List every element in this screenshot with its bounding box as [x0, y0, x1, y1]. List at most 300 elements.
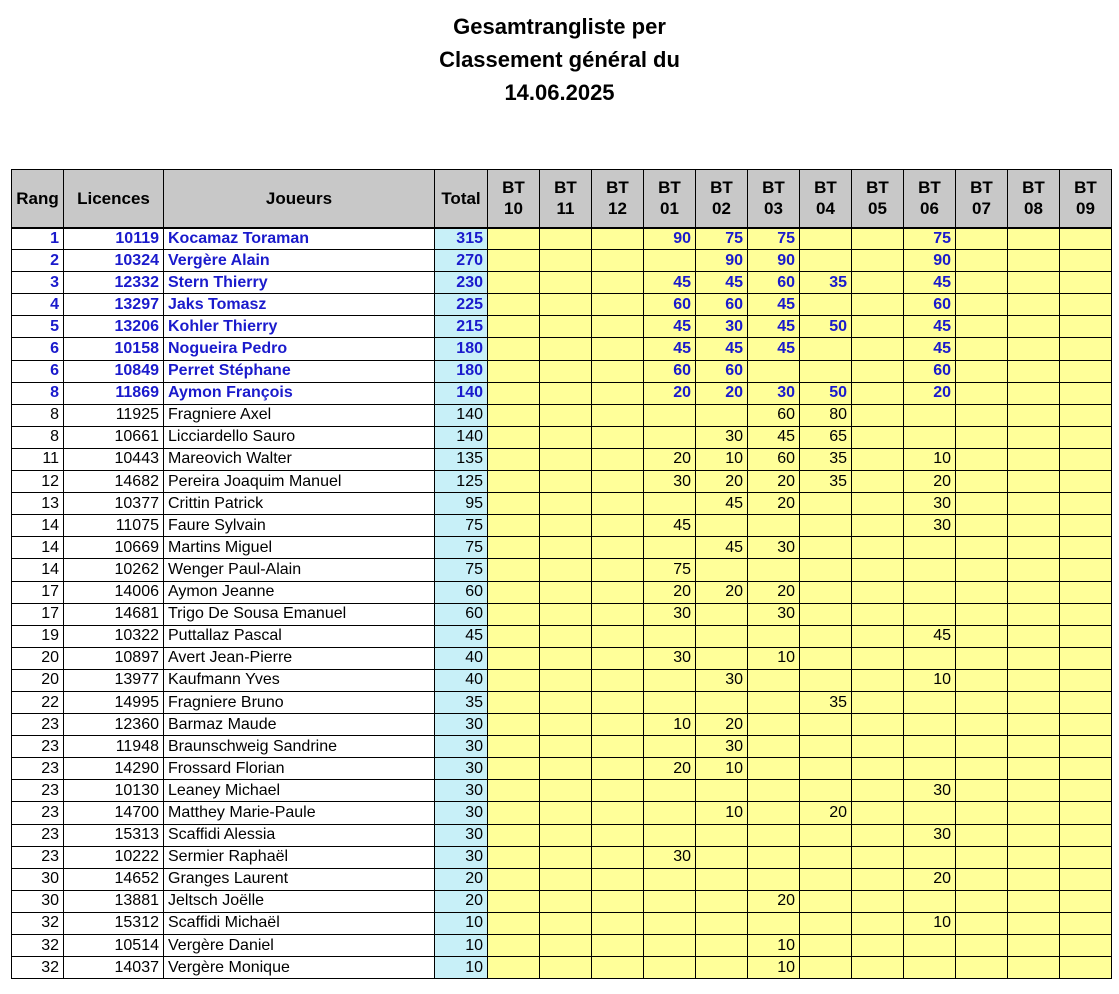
- player-name-cell: Sermier Raphaël: [164, 846, 435, 868]
- bt-score-cell: [904, 647, 956, 669]
- bt-score-cell: 20: [904, 471, 956, 493]
- licence-cell: 10849: [64, 360, 164, 382]
- bt-score-cell: 90: [644, 228, 696, 250]
- bt-score-cell: [904, 603, 956, 625]
- header-bt-09: [1060, 170, 1112, 228]
- bt-score-cell: [592, 228, 644, 250]
- bt-score-cell: [1008, 559, 1060, 581]
- bt-score-cell: [956, 736, 1008, 758]
- bt-score-cell: [748, 736, 800, 758]
- bt-score-cell: [852, 691, 904, 713]
- licence-cell: 13977: [64, 669, 164, 691]
- player-name-cell: Avert Jean-Pierre: [164, 647, 435, 669]
- player-name-cell: Martins Miguel: [164, 537, 435, 559]
- bt-score-cell: [904, 957, 956, 979]
- table-row: [12, 824, 1112, 846]
- player-name-cell: Vergère Daniel: [164, 935, 435, 957]
- bt-score-cell: [592, 382, 644, 404]
- bt-score-cell: [1060, 272, 1112, 294]
- bt-score-cell: 45: [696, 338, 748, 360]
- bt-score-cell: 30: [644, 647, 696, 669]
- header-row: [12, 170, 1112, 228]
- total-cell: 135: [435, 448, 488, 470]
- header-bt-number: 10: [504, 199, 523, 219]
- licence-cell: 10262: [64, 559, 164, 581]
- rank-cell: 23: [12, 802, 64, 824]
- licence-cell: 12332: [64, 272, 164, 294]
- total-cell: 140: [435, 404, 488, 426]
- bt-score-cell: 45: [748, 426, 800, 448]
- bt-score-cell: [592, 691, 644, 713]
- rank-cell: 23: [12, 846, 64, 868]
- bt-score-cell: 30: [644, 471, 696, 493]
- bt-score-cell: [488, 758, 540, 780]
- bt-score-cell: [1060, 912, 1112, 934]
- bt-score-cell: 10: [644, 714, 696, 736]
- bt-score-cell: [1008, 603, 1060, 625]
- bt-score-cell: [592, 581, 644, 603]
- table-row: [12, 868, 1112, 890]
- bt-score-cell: [852, 228, 904, 250]
- licence-cell: 13297: [64, 294, 164, 316]
- bt-score-cell: [488, 957, 540, 979]
- bt-score-cell: [1060, 228, 1112, 250]
- bt-score-cell: [904, 426, 956, 448]
- bt-score-cell: 10: [748, 957, 800, 979]
- header-bt-08: [1008, 170, 1060, 228]
- bt-score-cell: 10: [904, 669, 956, 691]
- header-bt-02: [696, 170, 748, 228]
- bt-score-cell: [696, 890, 748, 912]
- table-row: [12, 294, 1112, 316]
- bt-score-cell: [1060, 846, 1112, 868]
- rank-cell: 14: [12, 515, 64, 537]
- bt-score-cell: [644, 824, 696, 846]
- bt-score-cell: [1008, 758, 1060, 780]
- bt-score-cell: [644, 625, 696, 647]
- header-bt-03: [748, 170, 800, 228]
- licence-cell: 11075: [64, 515, 164, 537]
- licence-cell: 10897: [64, 647, 164, 669]
- bt-score-cell: [1060, 736, 1112, 758]
- header-licences: Licences: [64, 170, 164, 228]
- player-name-cell: Jeltsch Joëlle: [164, 890, 435, 912]
- bt-score-cell: [488, 736, 540, 758]
- bt-score-cell: [488, 824, 540, 846]
- bt-score-cell: [1008, 890, 1060, 912]
- total-cell: 215: [435, 316, 488, 338]
- rank-cell: 17: [12, 581, 64, 603]
- bt-score-cell: [592, 294, 644, 316]
- bt-score-cell: [748, 669, 800, 691]
- table-row: [12, 338, 1112, 360]
- bt-score-cell: [488, 846, 540, 868]
- bt-score-cell: [956, 802, 1008, 824]
- player-name-cell: Perret Stéphane: [164, 360, 435, 382]
- bt-score-cell: [540, 294, 592, 316]
- bt-score-cell: [540, 559, 592, 581]
- rank-cell: 20: [12, 647, 64, 669]
- table-row: [12, 404, 1112, 426]
- player-name-cell: Trigo De Sousa Emanuel: [164, 603, 435, 625]
- bt-score-cell: [956, 316, 1008, 338]
- table-row: [12, 912, 1112, 934]
- bt-score-cell: [800, 294, 852, 316]
- header-bt-number: 03: [764, 199, 783, 219]
- bt-score-cell: [1008, 625, 1060, 647]
- header-bt-11: [540, 170, 592, 228]
- bt-score-cell: [540, 537, 592, 559]
- bt-score-cell: [904, 537, 956, 559]
- bt-score-cell: [800, 890, 852, 912]
- bt-score-cell: [1008, 338, 1060, 360]
- licence-cell: 14290: [64, 758, 164, 780]
- bt-score-cell: [852, 448, 904, 470]
- bt-score-cell: [1060, 714, 1112, 736]
- bt-score-cell: 20: [696, 714, 748, 736]
- bt-score-cell: [644, 780, 696, 802]
- bt-score-cell: [1008, 250, 1060, 272]
- bt-score-cell: [488, 669, 540, 691]
- bt-score-cell: 10: [696, 758, 748, 780]
- bt-score-cell: [696, 912, 748, 934]
- bt-score-cell: [1008, 448, 1060, 470]
- table-row: [12, 669, 1112, 691]
- bt-score-cell: [540, 714, 592, 736]
- licence-cell: 12360: [64, 714, 164, 736]
- bt-score-cell: [1008, 537, 1060, 559]
- header-bt-12: [592, 170, 644, 228]
- bt-score-cell: [852, 294, 904, 316]
- bt-score-cell: [592, 603, 644, 625]
- bt-score-cell: [1060, 448, 1112, 470]
- bt-score-cell: [748, 515, 800, 537]
- rank-cell: 5: [12, 316, 64, 338]
- bt-score-cell: [1060, 250, 1112, 272]
- bt-score-cell: [956, 603, 1008, 625]
- player-name-cell: Kocamaz Toraman: [164, 228, 435, 250]
- bt-score-cell: [748, 691, 800, 713]
- bt-score-cell: [488, 515, 540, 537]
- player-name-cell: Pereira Joaquim Manuel: [164, 471, 435, 493]
- bt-score-cell: [800, 824, 852, 846]
- table-row: [12, 493, 1112, 515]
- bt-score-cell: 10: [904, 448, 956, 470]
- rank-cell: 23: [12, 780, 64, 802]
- bt-score-cell: [852, 669, 904, 691]
- rank-cell: 23: [12, 714, 64, 736]
- bt-score-cell: [852, 890, 904, 912]
- bt-score-cell: [1008, 471, 1060, 493]
- bt-score-cell: [592, 272, 644, 294]
- total-cell: 35: [435, 691, 488, 713]
- bt-score-cell: [540, 691, 592, 713]
- table-row: [12, 935, 1112, 957]
- bt-score-cell: [904, 890, 956, 912]
- bt-score-cell: [644, 802, 696, 824]
- total-cell: 30: [435, 824, 488, 846]
- bt-score-cell: [696, 935, 748, 957]
- bt-score-cell: [1008, 228, 1060, 250]
- bt-score-cell: 45: [644, 515, 696, 537]
- bt-score-cell: [540, 316, 592, 338]
- licence-cell: 14700: [64, 802, 164, 824]
- bt-score-cell: [488, 581, 540, 603]
- bt-score-cell: [852, 846, 904, 868]
- licence-cell: 13206: [64, 316, 164, 338]
- bt-score-cell: [644, 736, 696, 758]
- bt-score-cell: [488, 625, 540, 647]
- bt-score-cell: [748, 846, 800, 868]
- bt-score-cell: [800, 780, 852, 802]
- total-cell: 75: [435, 515, 488, 537]
- player-name-cell: Fragniere Axel: [164, 404, 435, 426]
- bt-score-cell: [1060, 780, 1112, 802]
- licence-cell: 10324: [64, 250, 164, 272]
- licence-cell: 11948: [64, 736, 164, 758]
- bt-score-cell: [1060, 802, 1112, 824]
- bt-score-cell: [800, 559, 852, 581]
- bt-score-cell: [956, 515, 1008, 537]
- bt-score-cell: 20: [644, 382, 696, 404]
- bt-score-cell: 80: [800, 404, 852, 426]
- bt-score-cell: [540, 448, 592, 470]
- table-row: [12, 228, 1112, 250]
- bt-score-cell: [488, 935, 540, 957]
- bt-score-cell: 30: [748, 382, 800, 404]
- bt-score-cell: [852, 382, 904, 404]
- player-name-cell: Kaufmann Yves: [164, 669, 435, 691]
- bt-score-cell: 45: [748, 294, 800, 316]
- bt-score-cell: [904, 404, 956, 426]
- bt-score-cell: [904, 559, 956, 581]
- licence-cell: 11869: [64, 382, 164, 404]
- bt-score-cell: [904, 846, 956, 868]
- total-cell: 30: [435, 846, 488, 868]
- table-row: [12, 581, 1112, 603]
- total-cell: 315: [435, 228, 488, 250]
- rank-cell: 12: [12, 471, 64, 493]
- bt-score-cell: [852, 338, 904, 360]
- bt-score-cell: [592, 647, 644, 669]
- bt-score-cell: [1060, 603, 1112, 625]
- licence-cell: 11925: [64, 404, 164, 426]
- bt-score-cell: [540, 603, 592, 625]
- bt-score-cell: [956, 890, 1008, 912]
- bt-score-cell: [800, 360, 852, 382]
- bt-score-cell: [592, 824, 644, 846]
- total-cell: 20: [435, 868, 488, 890]
- header-bt-01: [644, 170, 696, 228]
- bt-score-cell: [852, 912, 904, 934]
- bt-score-cell: [852, 581, 904, 603]
- total-cell: 10: [435, 957, 488, 979]
- bt-score-cell: [488, 448, 540, 470]
- rank-cell: 23: [12, 736, 64, 758]
- header-bt-label: BT: [710, 178, 733, 198]
- bt-score-cell: [592, 669, 644, 691]
- bt-score-cell: [592, 559, 644, 581]
- bt-score-cell: [696, 691, 748, 713]
- bt-score-cell: [904, 691, 956, 713]
- header-joueurs: Joueurs: [164, 170, 435, 228]
- bt-score-cell: [488, 338, 540, 360]
- bt-score-cell: 45: [644, 316, 696, 338]
- bt-score-cell: [644, 250, 696, 272]
- table-row: [12, 736, 1112, 758]
- bt-score-cell: [904, 935, 956, 957]
- bt-score-cell: [748, 625, 800, 647]
- table-row: [12, 382, 1112, 404]
- bt-score-cell: [852, 625, 904, 647]
- bt-score-cell: [488, 714, 540, 736]
- bt-score-cell: [540, 404, 592, 426]
- licence-cell: 10158: [64, 338, 164, 360]
- total-cell: 60: [435, 581, 488, 603]
- rank-cell: 22: [12, 691, 64, 713]
- player-name-cell: Barmaz Maude: [164, 714, 435, 736]
- bt-score-cell: [592, 780, 644, 802]
- bt-score-cell: [956, 581, 1008, 603]
- bt-score-cell: [696, 603, 748, 625]
- bt-score-cell: 20: [748, 581, 800, 603]
- bt-score-cell: 20: [696, 382, 748, 404]
- bt-score-cell: [540, 515, 592, 537]
- licence-cell: 15312: [64, 912, 164, 934]
- total-cell: 10: [435, 935, 488, 957]
- rank-cell: 23: [12, 758, 64, 780]
- bt-score-cell: [1008, 802, 1060, 824]
- bt-score-cell: [904, 758, 956, 780]
- bt-score-cell: 45: [696, 272, 748, 294]
- bt-score-cell: [748, 360, 800, 382]
- bt-score-cell: [540, 228, 592, 250]
- player-name-cell: Licciardello Sauro: [164, 426, 435, 448]
- bt-score-cell: [540, 426, 592, 448]
- bt-score-cell: [852, 603, 904, 625]
- bt-score-cell: [592, 758, 644, 780]
- bt-score-cell: [852, 802, 904, 824]
- bt-score-cell: [800, 758, 852, 780]
- bt-score-cell: [540, 780, 592, 802]
- bt-score-cell: [1060, 758, 1112, 780]
- bt-score-cell: [1008, 404, 1060, 426]
- bt-score-cell: [540, 471, 592, 493]
- total-cell: 40: [435, 669, 488, 691]
- bt-score-cell: [488, 603, 540, 625]
- title-line-3: 14.06.2025: [504, 80, 615, 105]
- bt-score-cell: [1060, 493, 1112, 515]
- header-bt-label: BT: [1074, 178, 1097, 198]
- rank-cell: 8: [12, 404, 64, 426]
- bt-score-cell: [748, 758, 800, 780]
- table-row: [12, 250, 1112, 272]
- licence-cell: 10222: [64, 846, 164, 868]
- table-row: [12, 758, 1112, 780]
- bt-score-cell: [800, 493, 852, 515]
- bt-score-cell: [800, 957, 852, 979]
- bt-score-cell: [488, 890, 540, 912]
- player-name-cell: Granges Laurent: [164, 868, 435, 890]
- bt-score-cell: [488, 250, 540, 272]
- bt-score-cell: [800, 250, 852, 272]
- bt-score-cell: [1060, 360, 1112, 382]
- rank-cell: 8: [12, 426, 64, 448]
- bt-score-cell: [540, 493, 592, 515]
- bt-score-cell: [1008, 935, 1060, 957]
- player-name-cell: Matthey Marie-Paule: [164, 802, 435, 824]
- total-cell: 20: [435, 890, 488, 912]
- bt-score-cell: [800, 868, 852, 890]
- licence-cell: 10443: [64, 448, 164, 470]
- total-cell: 225: [435, 294, 488, 316]
- bt-score-cell: [592, 935, 644, 957]
- header-bt-label: BT: [606, 178, 629, 198]
- total-cell: 30: [435, 802, 488, 824]
- bt-score-cell: [1008, 736, 1060, 758]
- player-name-cell: Jaks Tomasz: [164, 294, 435, 316]
- header-bt-06: [904, 170, 956, 228]
- table-row: [12, 846, 1112, 868]
- bt-score-cell: 60: [644, 294, 696, 316]
- bt-score-cell: [488, 426, 540, 448]
- bt-score-cell: [592, 316, 644, 338]
- bt-score-cell: 30: [748, 603, 800, 625]
- header-bt-number: 07: [972, 199, 991, 219]
- bt-score-cell: [644, 404, 696, 426]
- player-name-cell: Vergère Monique: [164, 957, 435, 979]
- bt-score-cell: [488, 780, 540, 802]
- bt-score-cell: 30: [904, 515, 956, 537]
- header-bt-label: BT: [1022, 178, 1045, 198]
- rank-cell: 6: [12, 360, 64, 382]
- bt-score-cell: [1060, 294, 1112, 316]
- rank-cell: 6: [12, 338, 64, 360]
- bt-score-cell: [592, 250, 644, 272]
- licence-cell: 10119: [64, 228, 164, 250]
- bt-score-cell: 30: [696, 426, 748, 448]
- bt-score-cell: [488, 802, 540, 824]
- bt-score-cell: [540, 338, 592, 360]
- header-bt-label: BT: [502, 178, 525, 198]
- licence-cell: 10322: [64, 625, 164, 647]
- bt-score-cell: [1008, 824, 1060, 846]
- bt-score-cell: [748, 714, 800, 736]
- bt-score-cell: [956, 448, 1008, 470]
- bt-score-cell: [644, 493, 696, 515]
- player-name-cell: Crittin Patrick: [164, 493, 435, 515]
- bt-score-cell: [696, 824, 748, 846]
- table-row: [12, 537, 1112, 559]
- table-row: [12, 780, 1112, 802]
- bt-score-cell: [800, 228, 852, 250]
- bt-score-cell: [644, 890, 696, 912]
- bt-score-cell: [956, 493, 1008, 515]
- bt-score-cell: [592, 846, 644, 868]
- bt-score-cell: [800, 736, 852, 758]
- bt-score-cell: 20: [644, 581, 696, 603]
- player-name-cell: Braunschweig Sandrine: [164, 736, 435, 758]
- bt-score-cell: 30: [644, 603, 696, 625]
- licence-cell: 14037: [64, 957, 164, 979]
- bt-score-cell: [1008, 912, 1060, 934]
- bt-score-cell: [592, 736, 644, 758]
- bt-score-cell: 45: [644, 338, 696, 360]
- bt-score-cell: [488, 316, 540, 338]
- bt-score-cell: [956, 691, 1008, 713]
- bt-score-cell: [1008, 957, 1060, 979]
- bt-score-cell: 35: [800, 448, 852, 470]
